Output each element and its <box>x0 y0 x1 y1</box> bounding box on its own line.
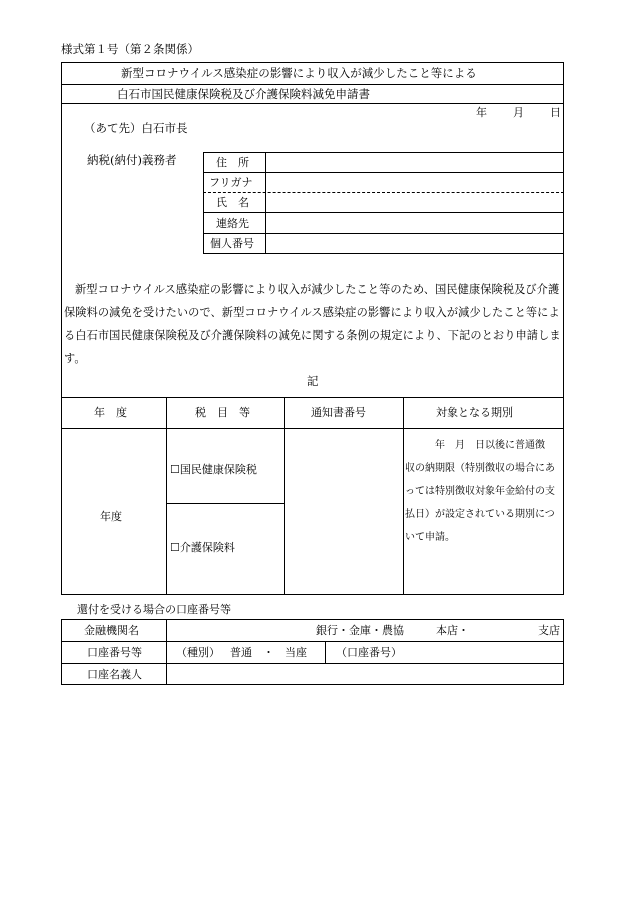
header-notice-number: 通知書番号 <box>311 406 366 419</box>
date-year: 年 <box>476 106 487 119</box>
period-first-line: 年 月 日以後に普通徴 <box>435 440 545 451</box>
field-name-value[interactable] <box>267 194 561 211</box>
field-contact-label: 連絡先 <box>216 217 249 230</box>
head-office-label: 本店・ <box>436 624 469 637</box>
bank-name-label: 金融機関名 <box>84 624 139 637</box>
applicant-label: 納税(納付)義務者 <box>87 153 177 167</box>
header-tax-item: 税 目 等 <box>195 406 250 419</box>
account-holder-value[interactable] <box>168 665 562 683</box>
bank-types: 銀行・金庫・農協 <box>316 624 404 637</box>
form-title-line1: 新型コロナウイルス感染症の影響により収入が減少したこと等による <box>121 66 477 80</box>
notice-number-cell[interactable] <box>286 431 401 593</box>
title-bottom-line <box>61 103 564 104</box>
account-number-label: （口座番号） <box>336 646 402 659</box>
account-type-label: （種別） <box>176 646 220 659</box>
care-insurance-checkbox[interactable]: ☐介護保険料 <box>170 541 235 554</box>
furigana-dashed-line <box>203 192 564 193</box>
field-furigana-value[interactable] <box>267 174 561 191</box>
ki-label: 記 <box>307 374 319 388</box>
table-top-line <box>61 397 564 398</box>
account-label: 口座番号等 <box>87 646 142 659</box>
national-health-insurance-checkbox[interactable]: ☐国民健康保険税 <box>170 463 257 476</box>
field-mynumber-label: 個人番号 <box>210 237 254 250</box>
header-year: 年 度 <box>94 406 127 419</box>
form-title-line2: 白石市国民健康保険税及び介護保険料減免申請書 <box>117 87 370 101</box>
account-holder-label: 口座名義人 <box>87 668 142 681</box>
year-cell[interactable]: 年度 <box>100 510 122 523</box>
title-divider <box>61 84 564 85</box>
field-contact-value[interactable] <box>267 214 561 231</box>
branch-label: 支店 <box>538 624 560 637</box>
field-furigana-label: フリガナ <box>209 176 253 189</box>
tax-item-divider <box>166 503 284 504</box>
account-type-options[interactable]: 普通 ・ 当座 <box>230 646 307 659</box>
application-statement: 新型コロナウイルス感染症の影響により収入が減少したこと等のため、国民健康保険税及び介護保険料の減免を受けたいので、新型コロナウイルス感染症の影響により収入が減少したこと等による白石市国民健康保険税及び介護保険料の減免に関する条例の規定により、下記のとおり申請します。 <box>64 283 561 365</box>
table-header-line <box>61 428 564 429</box>
period-rest: 収の納期限（特別徴収の場合にあっては特別徴収対象年金給付の支払日）が設定されている期別について申請。 <box>405 463 555 543</box>
target-period-text <box>405 434 563 549</box>
form-label: 様式第１号（第２条関係） <box>61 42 199 56</box>
refund-heading: 還付を受ける場合の口座番号等 <box>77 603 231 616</box>
addressee: （あて先）白石市長 <box>84 121 188 135</box>
field-mynumber-value[interactable] <box>267 235 561 252</box>
field-name-label: 氏 名 <box>216 196 249 209</box>
date-day: 日 <box>550 106 561 119</box>
header-target-period: 対象となる期別 <box>436 406 513 419</box>
field-address-value[interactable] <box>267 154 561 171</box>
applicant-col-divider <box>265 152 266 254</box>
date-month: 月 <box>513 106 524 119</box>
field-address-label: 住 所 <box>216 156 249 169</box>
